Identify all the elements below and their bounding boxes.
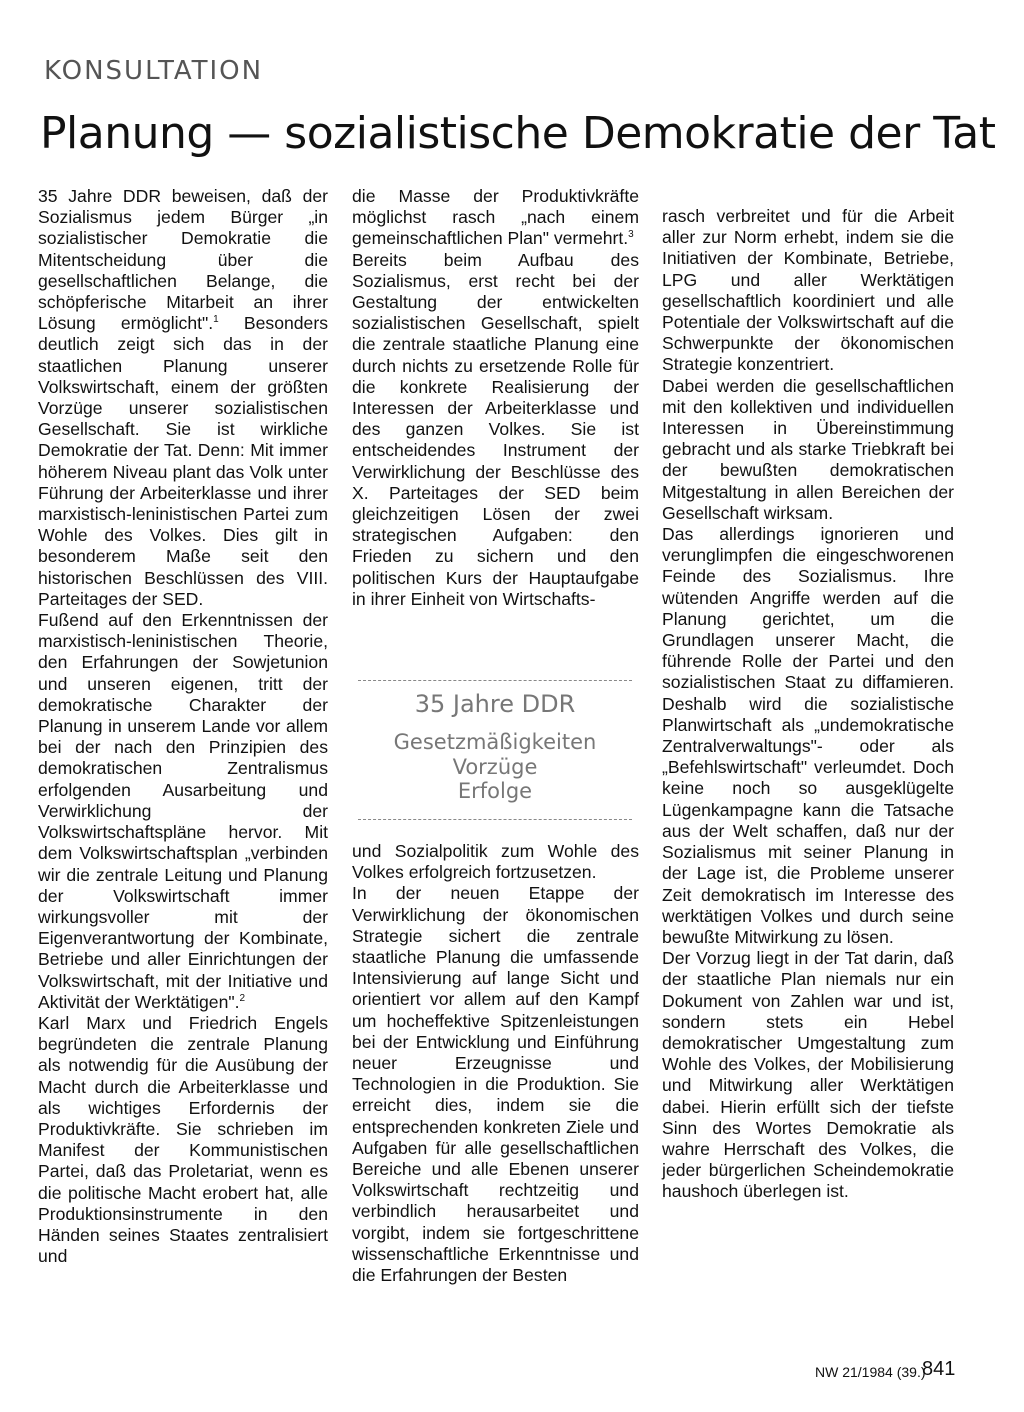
stamp-line: Erfolge bbox=[457, 779, 533, 803]
paragraph-text: die Masse der Produktivkräfte möglichst rasch „nach einem gemeinschaftlichen Plan" vermehrt. bbox=[352, 186, 639, 249]
paragraph: Bereits beim Aufbau des Sozialismus, erst recht bei der Gestaltung der entwickelten sozialistischen Gesellschaft, spielt die zentrale staatliche Planung eine durch nichts zu ersetzende Rolle für die konkrete Realisierung der Interessen der Arbeiterklasse und des ganzen Volkes. Sie ist entscheidendes Instrument der Verwirklichung der Beschlüsse des X. Parteitages der SED beim gleichzeitigen Lösen der zwei strategischen Aufgaben: den Frieden zu sichern und den politischen Kurs der Hauptaufgabe in ihrer Einheit von Wirtschafts- bbox=[352, 249, 639, 609]
paragraph: Dabei werden die gesellschaftlichen mit den kollektiven und individuellen Interessen in Übereinstimmung gebracht und als starke Triebkraft bei der bewußten demokratischen Mitgestaltung in allen Bereichen der Gesellschaft wirksam. bbox=[662, 375, 954, 523]
article-column-1 bbox=[38, 186, 328, 1267]
stamp-line: 35 Jahre DDR bbox=[414, 690, 576, 718]
paragraph: rasch verbreitet und für die Arbeit aller zur Norm erhebt, indem sie die Initiativen der Kombinate, Betriebe, LPG und aller Werktätigen gesellschaftlich koordiniert und alle Potentiale der Volkswirtschaft auf die Schwerpunkte der ökonomischen Strategie konzentriert. bbox=[662, 206, 954, 375]
paragraph: und Sozialpolitik zum Wohle des Volkes erfolgreich fortzusetzen. bbox=[352, 841, 639, 883]
paragraph: Der Vorzug liegt in der Tat darin, daß der staatliche Plan niemals nur ein Dokument von Zahlen war und ist, sondern stets ein Hebel demokratischer Umgestaltung zum Wohle des Volkes, der Mobilisierung und Mitwirkung aller Werktätigen dabei. Hierin erfüllt sich der tiefste Sinn des Wortes Demokratie als wahre Herrschaft des Volkes, die jeder bürgerlichen Scheindemokratie haushoch überlegen ist. bbox=[662, 948, 954, 1202]
paragraph bbox=[352, 186, 639, 250]
issue-reference: NW 21/1984 (39.) bbox=[815, 1364, 926, 1380]
paragraph: In der neuen Etappe der Verwirklichung der ökonomischen Strategie sichert die zentrale staatliche Planung die umfassende Intensivierung auf lange Sicht und orientiert vor allem auf den Kampf um hocheffektive Spitzenleistungen bei der Entwicklung und Einführung neuer Erzeugnisse und Technologien in die Produktion. Sie erreicht dies, indem sie die entsprechenden konkreten Ziele und Aufgaben für alle gesellschaftlichen Bereiche und alle Ebenen unserer Volkswirtschaft rechtzeitig und verbindlich herausarbeitet und vorgibt, indem sie fortgeschrittene wissenschaftliche Erkenntnisse und die Erfahrungen der Besten bbox=[352, 883, 639, 1286]
footnote-marker: 1 bbox=[213, 314, 219, 326]
footnote-marker: 3 bbox=[628, 229, 634, 241]
footnote-marker: 2 bbox=[239, 992, 246, 1004]
column-3-body bbox=[662, 206, 954, 1203]
column-2-continuation bbox=[352, 841, 639, 1286]
section-kicker: KONSULTATION bbox=[44, 56, 264, 86]
article-title: Planung — sozialistische Demokratie der Tat bbox=[40, 108, 996, 159]
paragraph bbox=[38, 186, 328, 610]
paragraph-text: Besonders deutlich zeigt sich das in der staatlichen Planung unserer Volkswirtschaft, einem der größten Vorzüge unserer sozialistischen Gesellschaft. Sie ist wirkliche Demokratie der Tat. Denn: Mit immer höherem Niveau plant das Volk unter Führung der Arbeiterklasse und ihrer marxistisch-leninistischen Partei zum Wohle des Volkes. Dies gilt in besonderem Maße seit den historischen Beschlüssen des VIII. Parteitages der SED. bbox=[38, 313, 328, 609]
stamp-line: Gesetzmäßigkeiten bbox=[393, 730, 597, 754]
paragraph bbox=[38, 610, 328, 1013]
paragraph-text: Fußend auf den Erkenntnissen der marxistisch-leninistischen Theorie, den Erfahrungen der Sowjetunion und unseren eigenen, tritt der demokratische Charakter der Planung in unserem Lande vor allem bei der nach den Prinzipien des demokratischen Zentralismus erfolgenden Ausarbeitung und Verwirklichung der Volkswirtschaftspläne hervor. Mit dem Volkswirtschaftsplan „verbinden wir die zentrale Leitung und Planung der Volkswirtschaft immer wirkungsvoller mit der Eigenverantwortung der Kombinate, Betriebe und aller Einrichtungen der Volkswirtschaft, mit der Initiative und Aktivität der Werktätigen". bbox=[38, 610, 328, 1012]
stamp-line: Vorzüge bbox=[452, 755, 538, 779]
paragraph: Das allerdings ignorieren und verunglimpfen die eingeschworenen Feinde des Sozialismus. Ihre wütenden Angriffe werden auf die Planung gerichtet, um die Grundlagen unserer Macht, die führende Rolle der Partei und den sozialistischen Staat zu diffamieren. Deshalb wird die sozialistische Planwirtschaft als „undemokratische Zentralverwaltungs"- oder als „Befehlswirtschaft" verleumdet. Doch keine noch so ausgeklügelte Lügenkampagne kann die Tatsache aus der Welt schaffen, daß nur der Sozialismus mit seiner Planung in der Lage ist, die Probleme unserer Zeit demokratisch im Interesse des werktätigen Volkes und durch seine bewußte Mitwirkung zu lösen. bbox=[662, 524, 954, 947]
anniversary-stamp-box bbox=[358, 680, 632, 820]
paragraph: Karl Marx und Friedrich Engels begründeten die zentrale Planung als notwendig für die Ausübung der Macht durch die Arbeiterklasse und als wichtiges Erfordernis der Produktivkräfte. Sie schrieben im Manifest der Kommunistischen Partei, daß das Proletariat, wenn es die politische Macht erobert hat, alle Produktionsinstrumente in den Händen seines Staates zentralisiert und bbox=[38, 1012, 328, 1267]
page-number: 841 bbox=[922, 1358, 956, 1380]
paragraph-text: 35 Jahre DDR beweisen, daß der Sozialismus jedem Bürger „in sozialistischer Demokratie die Mitentscheidung über die gesellschaftlichen Belange, die schöpferische Mitarbeit an ihrer Lösung ermöglicht". bbox=[38, 186, 328, 334]
